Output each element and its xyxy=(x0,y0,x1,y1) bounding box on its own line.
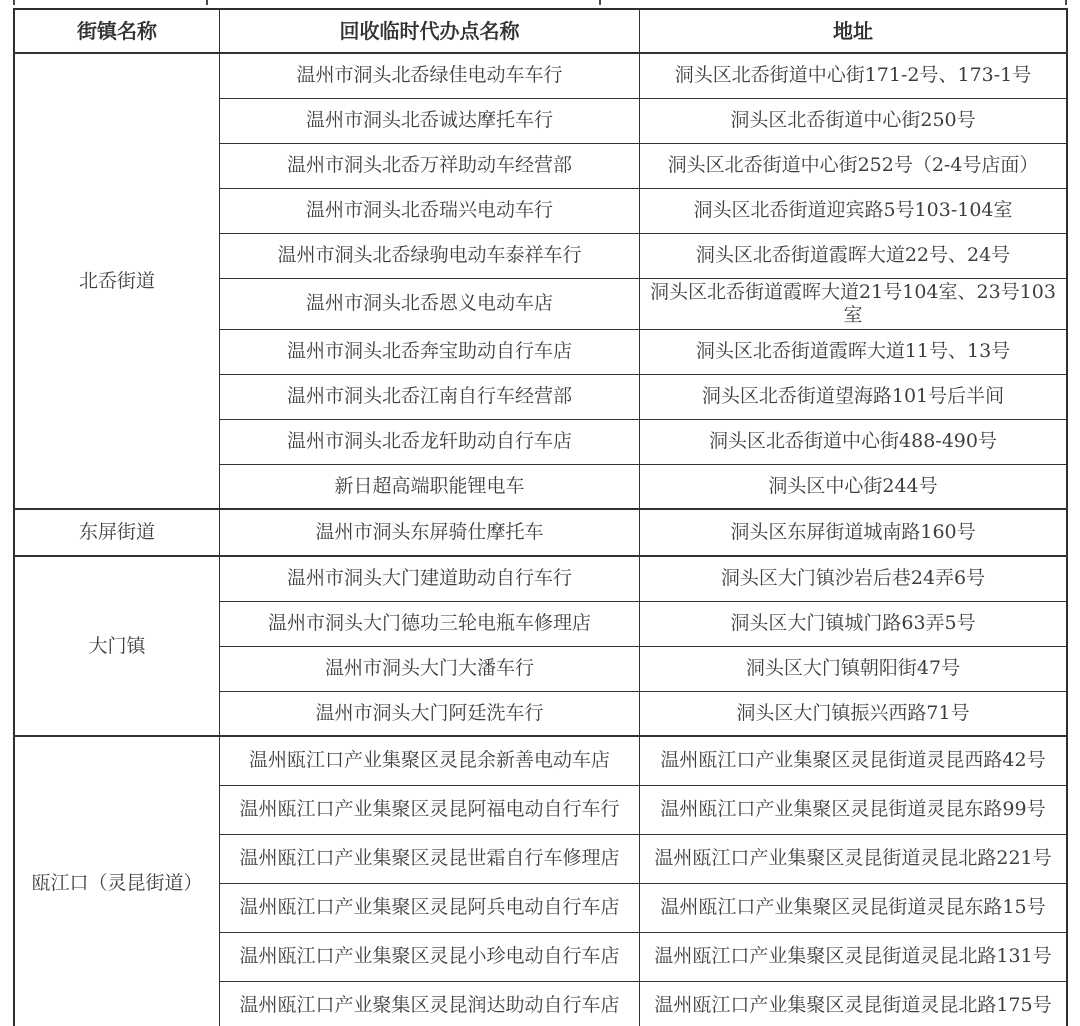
shop-name-cell: 温州市洞头北岙恩义电动车店 xyxy=(220,278,640,329)
header-row xyxy=(14,9,1067,53)
shop-name-cell: 温州市洞头北岙万祥助动车经营部 xyxy=(220,143,640,188)
cropped-row-stub xyxy=(599,0,601,5)
table-row xyxy=(14,53,1067,98)
header-town-name: 街镇名称 xyxy=(14,9,220,53)
shop-name-cell: 温州市洞头大门德功三轮电瓶车修理店 xyxy=(220,601,640,646)
shop-name-cell: 温州瓯江口产业聚集区灵昆润达助动自行车店 xyxy=(220,981,640,1026)
shop-name-cell: 温州瓯江口产业集聚区灵昆阿兵电动自行车店 xyxy=(220,883,640,932)
address-cell: 洞头区大门镇城门路63弄5号 xyxy=(640,601,1068,646)
address-cell: 洞头区北岙街道中心街171-2号、173-1号 xyxy=(640,53,1068,98)
table-body xyxy=(14,53,1067,1026)
shop-name-cell: 温州市洞头北岙奔宝助动自行车店 xyxy=(220,329,640,374)
address-cell: 洞头区北岙街道中心街252号（2-4号店面） xyxy=(640,143,1068,188)
shop-name-cell: 温州市洞头北岙绿佳电动车车行 xyxy=(220,53,640,98)
address-cell: 温州瓯江口产业集聚区灵昆街道灵昆东路15号 xyxy=(640,883,1068,932)
table-row xyxy=(14,556,1067,601)
shop-name-cell: 温州瓯江口产业集聚区灵昆小珍电动自行车店 xyxy=(220,932,640,981)
shop-name-cell: 温州市洞头北岙瑞兴电动车行 xyxy=(220,188,640,233)
header-address: 地址 xyxy=(640,9,1068,53)
address-cell: 温州瓯江口产业集聚区灵昆街道灵昆北路221号 xyxy=(640,834,1068,883)
town-name-cell: 大门镇 xyxy=(14,556,220,736)
address-cell: 洞头区北岙街道霞晖大道21号104室、23号103室 xyxy=(640,278,1068,329)
address-cell: 温州瓯江口产业集聚区灵昆街道灵昆东路99号 xyxy=(640,785,1068,834)
shop-name-cell: 温州瓯江口产业集聚区灵昆阿福电动自行车行 xyxy=(220,785,640,834)
shop-name-cell: 温州市洞头大门大潘车行 xyxy=(220,646,640,691)
address-cell: 洞头区北岙街道中心街250号 xyxy=(640,98,1068,143)
address-cell: 洞头区大门镇沙岩后巷24弄6号 xyxy=(640,556,1068,601)
shop-name-cell: 温州市洞头大门建道助动自行车行 xyxy=(220,556,640,601)
address-cell: 洞头区北岙街道望海路101号后半间 xyxy=(640,374,1068,419)
address-cell: 温州瓯江口产业集聚区灵昆街道灵昆北路175号 xyxy=(640,981,1068,1026)
address-cell: 洞头区北岙街道迎宾路5号103-104室 xyxy=(640,188,1068,233)
cropped-row-stub xyxy=(206,0,208,5)
address-cell: 洞头区东屏街道城南路160号 xyxy=(640,509,1068,556)
header-point-name: 回收临时代办点名称 xyxy=(220,9,640,53)
shop-name-cell: 温州瓯江口产业集聚区灵昆余新善电动车店 xyxy=(220,736,640,785)
shop-name-cell: 温州市洞头北岙江南自行车经营部 xyxy=(220,374,640,419)
cropped-row-stub xyxy=(1065,0,1067,5)
table-header xyxy=(14,9,1067,53)
address-cell: 洞头区大门镇振兴西路71号 xyxy=(640,691,1068,736)
address-cell: 洞头区大门镇朝阳街47号 xyxy=(640,646,1068,691)
shop-name-cell: 温州市洞头北岙绿驹电动车泰祥车行 xyxy=(220,233,640,278)
recycling-points-table xyxy=(13,8,1068,1026)
table-row xyxy=(14,736,1067,785)
cropped-row-stub xyxy=(13,0,15,5)
shop-name-cell: 温州瓯江口产业集聚区灵昆世霜自行车修理店 xyxy=(220,834,640,883)
address-cell: 温州瓯江口产业集聚区灵昆街道灵昆西路42号 xyxy=(640,736,1068,785)
shop-name-cell: 温州市洞头大门阿廷洗车行 xyxy=(220,691,640,736)
shop-name-cell: 新日超高端职能锂电车 xyxy=(220,464,640,509)
town-name-cell: 瓯江口（灵昆街道） xyxy=(14,736,220,1026)
shop-name-cell: 温州市洞头北岙龙轩助动自行车店 xyxy=(220,419,640,464)
address-cell: 洞头区北岙街道中心街488-490号 xyxy=(640,419,1068,464)
town-name-cell: 北岙街道 xyxy=(14,53,220,509)
address-cell: 洞头区北岙街道霞晖大道11号、13号 xyxy=(640,329,1068,374)
shop-name-cell: 温州市洞头东屏骑仕摩托车 xyxy=(220,509,640,556)
address-cell: 温州瓯江口产业集聚区灵昆街道灵昆北路131号 xyxy=(640,932,1068,981)
address-cell: 洞头区北岙街道霞晖大道22号、24号 xyxy=(640,233,1068,278)
shop-name-cell: 温州市洞头北岙诚达摩托车行 xyxy=(220,98,640,143)
address-cell: 洞头区中心街244号 xyxy=(640,464,1068,509)
town-name-cell: 东屏街道 xyxy=(14,509,220,556)
table-row xyxy=(14,509,1067,556)
